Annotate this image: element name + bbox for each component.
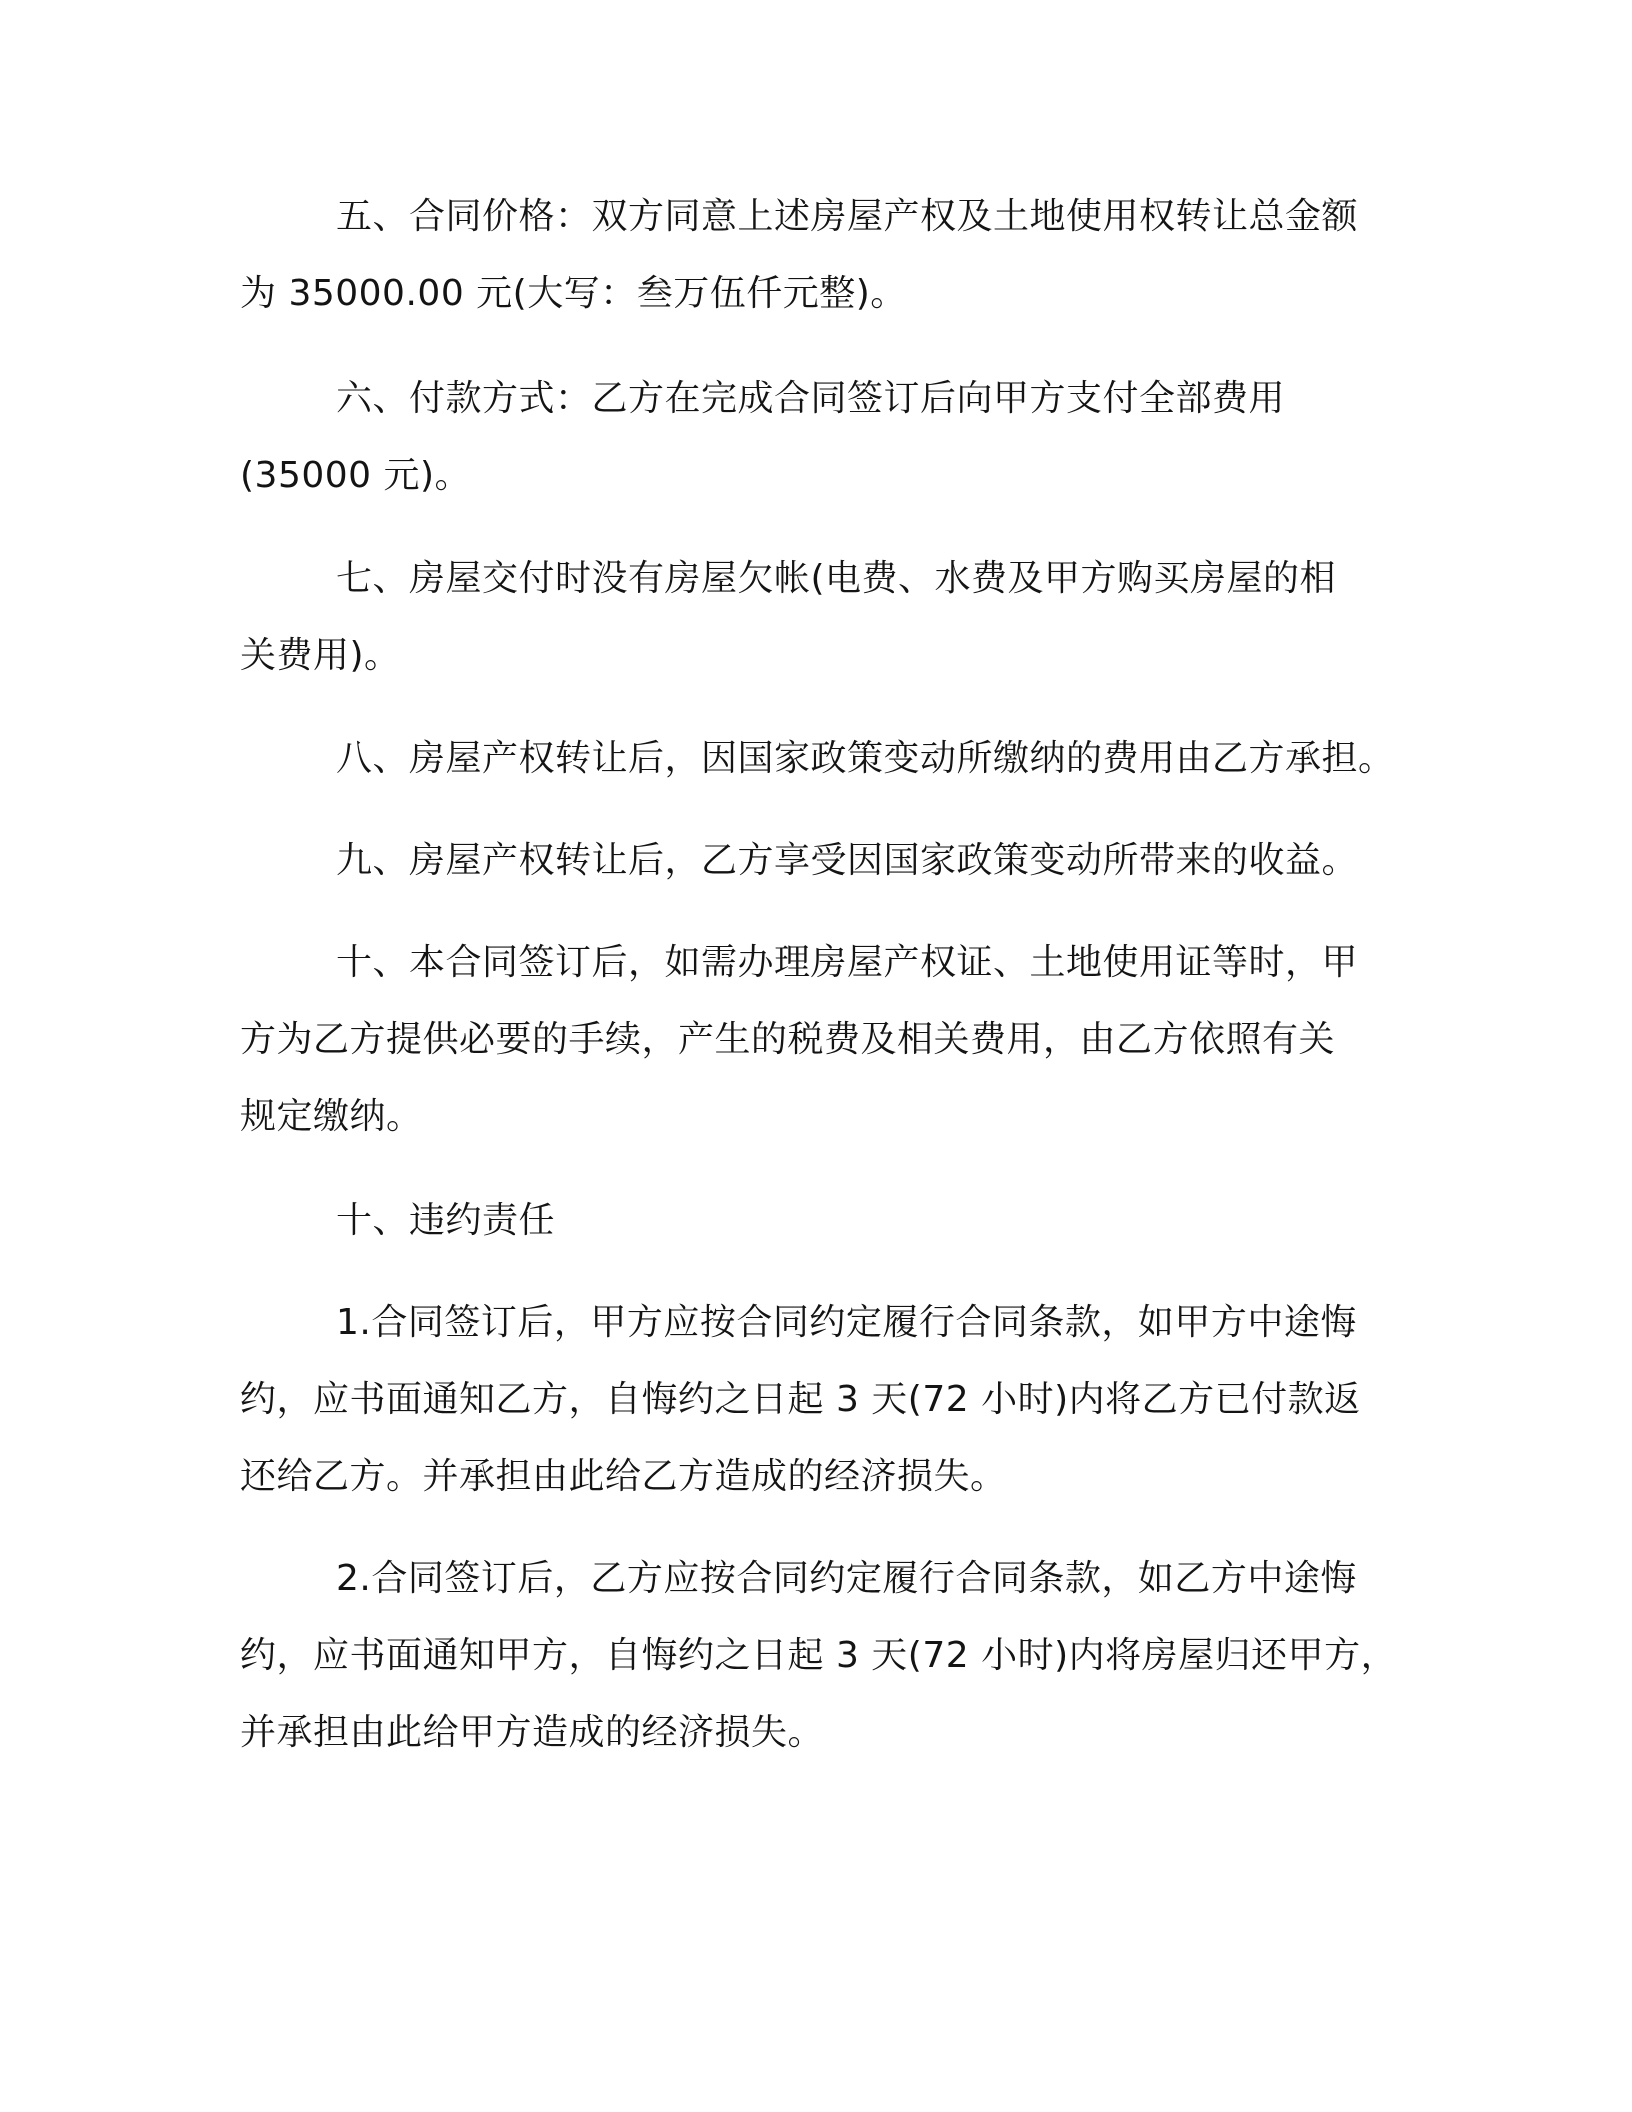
paragraph-line: 1.合同签订后，甲方应按合同约定履行合同条款，如甲方中途悔 (336, 1302, 1357, 1343)
paragraph-line: 2.合同签订后，乙方应按合同约定履行合同条款，如乙方中途悔 (336, 1558, 1357, 1599)
clause-7-no-arrears (240, 540, 1400, 694)
paragraph-line: 规定缴纳。 (240, 1096, 423, 1137)
clause-9-policy-benefits (240, 822, 1400, 899)
paragraph-line: 五、合同价格：双方同意上述房屋产权及土地使用权转让总金额 (336, 196, 1359, 237)
paragraph-line: 八、房屋产权转让后，因国家政策变动所缴纳的费用由乙方承担。 (336, 738, 1395, 779)
clause-6-payment-method (240, 360, 1400, 514)
paragraph-line: 约，应书面通知乙方，自悔约之日起 3 天(72 小时)内将乙方已付款返 (240, 1379, 1361, 1420)
paragraph-line: 为 35000.00 元(大写：叁万伍仟元整)。 (240, 273, 907, 314)
paragraph-line: 九、房屋产权转让后，乙方享受因国家政策变动所带来的收益。 (336, 840, 1359, 881)
paragraph-line: 并承担由此给甲方造成的经济损失。 (240, 1712, 825, 1753)
paragraph-line: 约，应书面通知甲方，自悔约之日起 3 天(72 小时)内将房屋归还甲方， (240, 1635, 1398, 1676)
paragraph-line: 十、本合同签订后，如需办理房屋产权证、土地使用证等时，甲 (336, 942, 1359, 983)
paragraph-line: 关费用)。 (240, 635, 401, 676)
section-heading: 十、违约责任 (336, 1200, 556, 1241)
clause-8-policy-fees (240, 720, 1400, 797)
paragraph-line: 七、房屋交付时没有房屋欠帐(电费、水费及甲方购买房屋的相 (336, 558, 1337, 599)
liability-item-1 (240, 1284, 1400, 1515)
paragraph-line: (35000 元)。 (240, 455, 472, 496)
paragraph-line: 六、付款方式：乙方在完成合同签订后向甲方支付全部费用 (336, 378, 1286, 419)
section-heading-liability (240, 1182, 1400, 1259)
paragraph-line: 还给乙方。并承担由此给乙方造成的经济损失。 (240, 1456, 1007, 1497)
clause-5-contract-price (240, 178, 1400, 332)
clause-10-certificates (240, 924, 1400, 1155)
liability-item-2 (240, 1540, 1400, 1771)
paragraph-line: 方为乙方提供必要的手续，产生的税费及相关费用，由乙方依照有关 (240, 1019, 1336, 1060)
